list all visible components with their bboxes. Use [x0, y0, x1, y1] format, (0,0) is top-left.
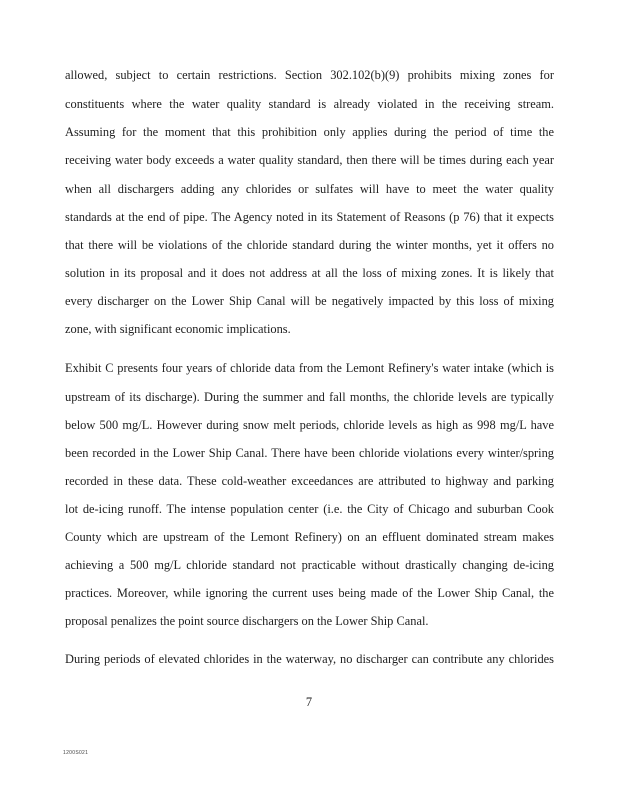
page-number: 7: [305, 695, 313, 709]
paragraph-1-line-7: that there will be violations of the chloride standard during the winter months, yet it offers no: [65, 238, 554, 252]
paragraph-2-line-5: recorded in these data. These cold-weather exceedances are attributed to highway and parking: [65, 474, 554, 488]
paragraph-1-line-6: standards at the end of pipe. The Agency noted in its Statement of Reasons (p 76) that it expects: [65, 210, 554, 224]
paragraph-2-line-3: below 500 mg/L. However during snow melt periods, chloride levels as high as 998 mg/L have: [65, 418, 554, 432]
paragraph-1-line-8: solution in its proposal and it does not address at all the loss of mixing zones. It is likely that: [65, 266, 554, 280]
paragraph-1-line-2: constituents where the water quality standard is already violated in the receiving stream.: [65, 97, 554, 111]
paragraph-2-line-4: been recorded in the Lower Ship Canal. There have been chloride violations every winter/spring: [65, 446, 554, 460]
paragraph-1-line-5: when all dischargers adding any chlorides or sulfates will have to meet the water quality: [65, 182, 554, 196]
paragraph-1-line-9: every discharger on the Lower Ship Canal will be negatively impacted by this loss of mixing: [65, 294, 554, 308]
paragraph-3-line-1: During periods of elevated chlorides in the waterway, no discharger can contribute any chlorides: [65, 652, 554, 666]
paragraph-2-line-8: achieving a 500 mg/L chloride standard not practicable without drastically changing de-icing: [65, 558, 554, 572]
paragraph-1-line-4: receiving water body exceeds a water quality standard, then there will be times during each year: [65, 153, 554, 167]
paragraph-2-line-9: practices. Moreover, while ignoring the current uses being made of the Lower Ship Canal, the: [65, 586, 554, 600]
paragraph-1-line-3: Assuming for the moment that this prohibition only applies during the period of time the: [65, 125, 554, 139]
paragraph-2-line-10: proposal penalizes the point source dischargers on the Lower Ship Canal.: [65, 614, 429, 628]
paragraph-1-line-10: zone, with significant economic implications.: [65, 322, 291, 336]
paragraph-2-line-1: Exhibit C presents four years of chloride data from the Lemont Refinery's water intake (which is: [65, 361, 554, 375]
paragraph-1-line-1: allowed, subject to certain restrictions. Section 302.102(b)(9) prohibits mixing zones for: [65, 68, 554, 82]
paragraph-2-line-7: County which are upstream of the Lemont Refinery) on an effluent dominated stream makes: [65, 530, 554, 544]
paragraph-2-line-6: lot de-icing runoff. The intense population center (i.e. the City of Chicago and suburban Cook: [65, 502, 554, 516]
document-code: 1200S021: [63, 750, 89, 756]
paragraph-2-line-2: upstream of its discharge). During the summer and fall months, the chloride levels are typically: [65, 390, 554, 404]
